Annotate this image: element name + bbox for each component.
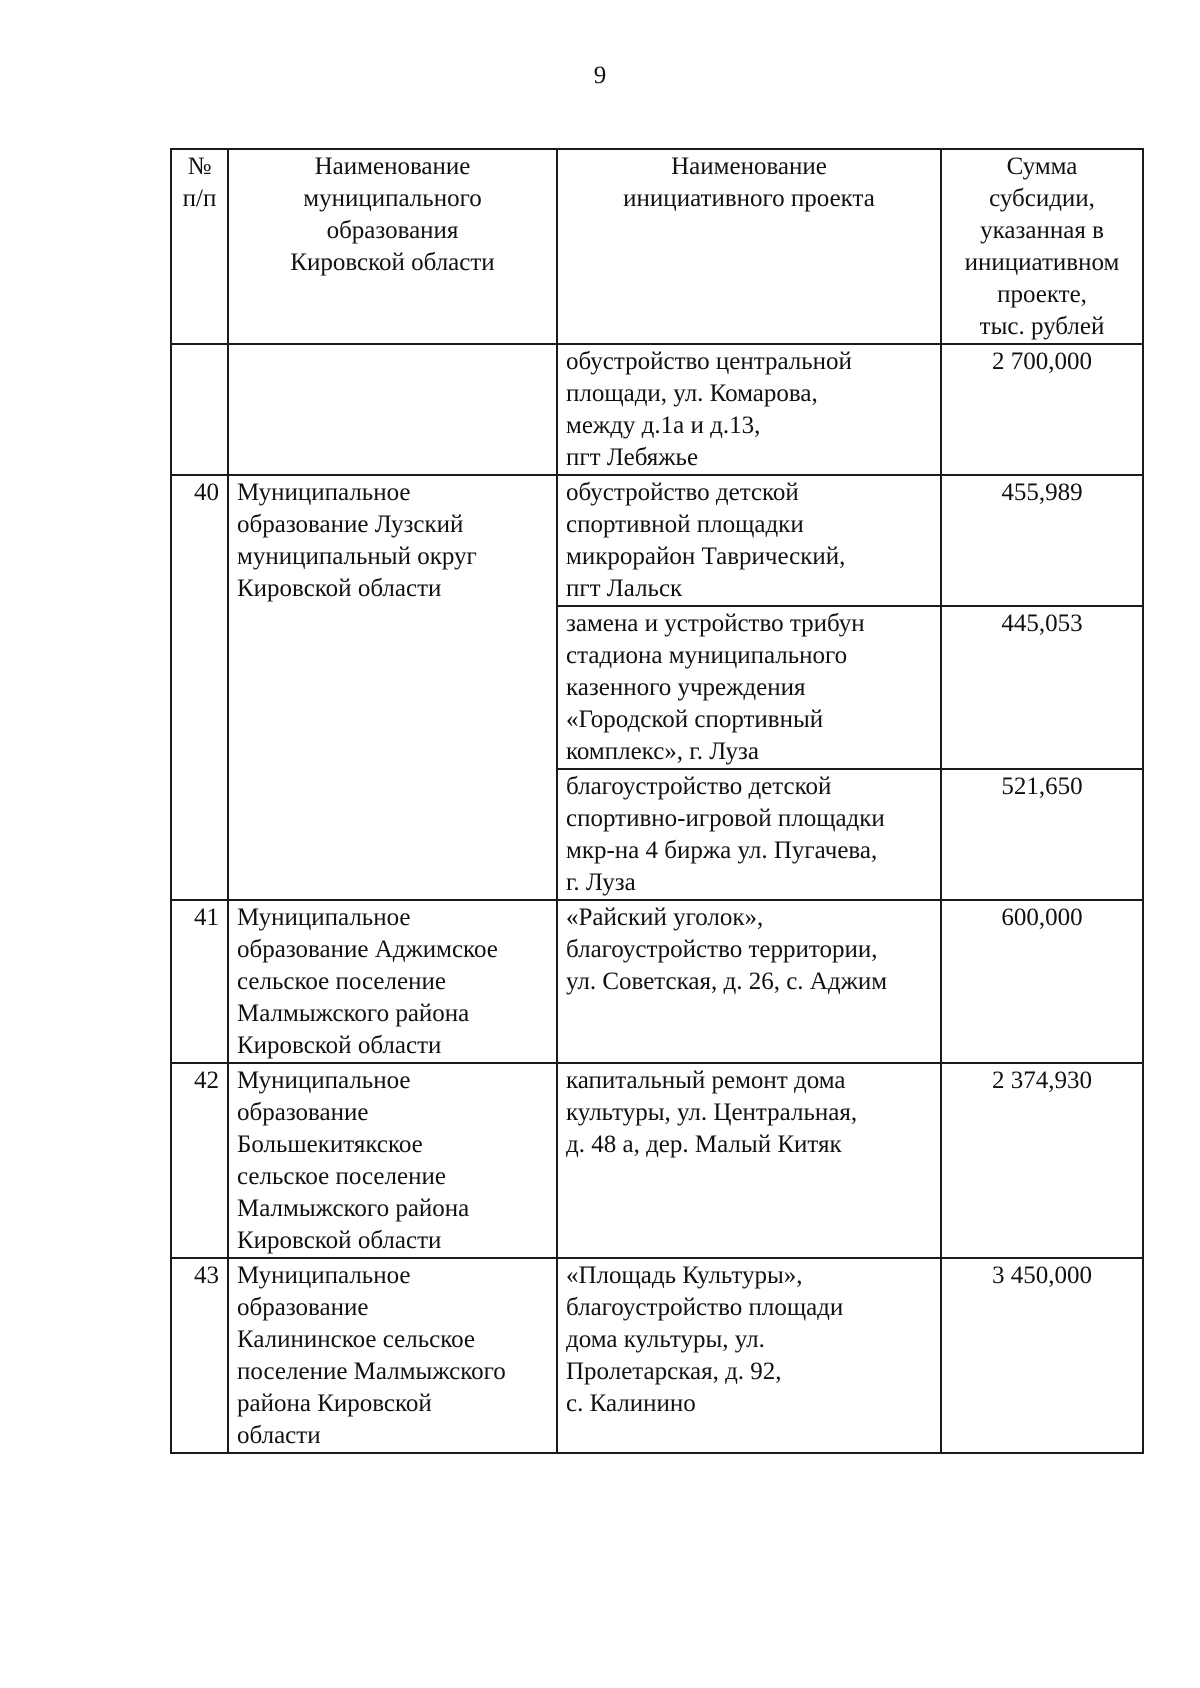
- municipality-cell: Муниципальное образование Большекитякское сельское поселение Малмыжского района Кировской области: [228, 1063, 557, 1258]
- municipality-cell: [228, 344, 557, 475]
- header-amount: Сумма субсидии, указанная в инициативном проекте, тыс. рублей: [941, 149, 1143, 344]
- row-number-cell: 41: [171, 900, 228, 1063]
- amount-cell: 2 374,930: [941, 1063, 1143, 1258]
- row-number-cell: 42: [171, 1063, 228, 1258]
- row-number-cell: 43: [171, 1258, 228, 1453]
- row-number-cell: 40: [171, 475, 228, 900]
- municipality-cell: Муниципальное образование Аджимское сельское поселение Малмыжского района Кировской области: [228, 900, 557, 1063]
- header-project: Наименование инициативного проекта: [557, 149, 941, 344]
- project-cell: замена и устройство трибун стадиона муниципального казенного учреждения «Городской спортивный комплекс», г. Луза: [557, 606, 941, 769]
- page-number: 9: [593, 62, 607, 89]
- amount-cell: 3 450,000: [941, 1258, 1143, 1453]
- table-row: [171, 344, 1143, 475]
- project-cell: обустройство центральной площади, ул. Комарова, между д.1а и д.13, пгт Лебяжье: [557, 344, 941, 475]
- project-cell: капитальный ремонт дома культуры, ул. Центральная, д. 48 а, дер. Малый Китяк: [557, 1063, 941, 1258]
- municipality-cell: Муниципальное образование Калининское сельское поселение Малмыжского района Кировской области: [228, 1258, 557, 1453]
- table-row: [171, 1258, 1143, 1453]
- amount-cell: 521,650: [941, 769, 1143, 900]
- table-row: [171, 1063, 1143, 1258]
- project-cell: «Площадь Культуры», благоустройство площади дома культуры, ул. Пролетарская, д. 92, с. Калинино: [557, 1258, 941, 1453]
- amount-cell: 2 700,000: [941, 344, 1143, 475]
- project-cell: обустройство детской спортивной площадки микрорайон Таврический, пгт Лальск: [557, 475, 941, 606]
- municipality-cell: Муниципальное образование Лузский муниципальный округ Кировской области: [228, 475, 557, 900]
- row-number-cell: [171, 344, 228, 475]
- header-number: № п/п: [171, 149, 228, 344]
- subsidy-table: [170, 148, 1144, 1454]
- table-header-row: [171, 149, 1143, 344]
- amount-cell: 455,989: [941, 475, 1143, 606]
- table-row: [171, 900, 1143, 1063]
- amount-cell: 600,000: [941, 900, 1143, 1063]
- amount-cell: 445,053: [941, 606, 1143, 769]
- project-cell: «Райский уголок», благоустройство территории, ул. Советская, д. 26, с. Аджим: [557, 900, 941, 1063]
- project-cell: благоустройство детской спортивно-игровой площадки мкр-на 4 биржа ул. Пугачева, г. Луза: [557, 769, 941, 900]
- header-municipality: Наименование муниципального образования Кировской области: [228, 149, 557, 344]
- table-row: [171, 475, 1143, 606]
